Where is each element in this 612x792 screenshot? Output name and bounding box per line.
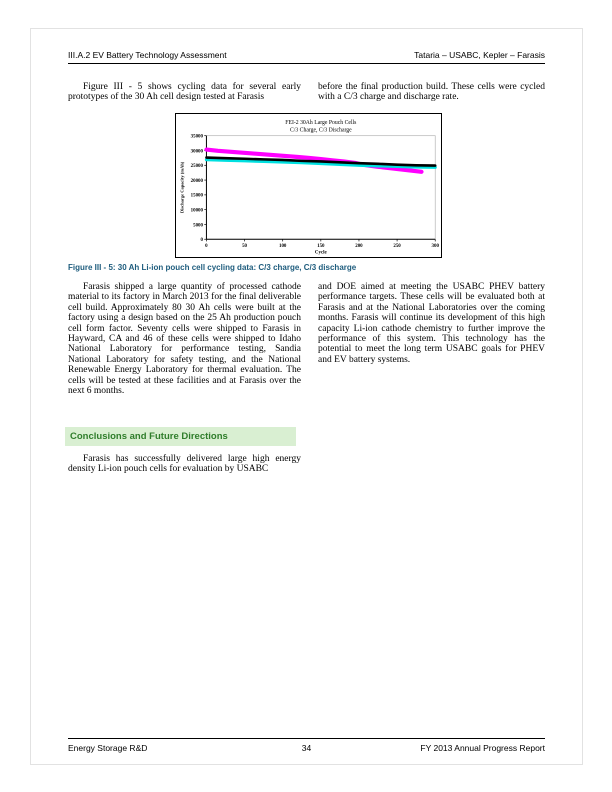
chart-title-line2: C/3 Charge, C/3 Discharge	[289, 127, 352, 134]
y-axis-title: Discharge Capacity (mAh)	[179, 161, 185, 214]
x-tick-label: 300	[431, 244, 439, 250]
x-tick-label: 200	[355, 244, 363, 250]
x-tick-label: 50	[242, 244, 248, 250]
y-tick-label: 25000	[190, 164, 203, 170]
figure-caption: Figure III - 5: 30 Ah Li-ion pouch cell cycling data: C/3 charge, C/3 discharge	[68, 263, 357, 272]
x-tick-label: 100	[278, 244, 287, 250]
conclusions-paragraph	[68, 454, 301, 475]
footer-page-number: 34	[301, 743, 312, 753]
body-paragraph-left-column	[68, 282, 301, 396]
y-tick-label: 15000	[190, 193, 203, 199]
header-section-title: III.A.2 EV Battery Technology Assessment	[68, 50, 227, 60]
running-footer	[68, 738, 545, 753]
conclusions-section-heading: Conclusions and Future Directions	[65, 427, 296, 446]
body-paragraph-right-column	[318, 282, 545, 365]
y-tick-label: 10000	[190, 208, 203, 214]
y-tick-label: 20000	[190, 178, 203, 184]
y-tick-label: 30000	[190, 149, 203, 155]
paragraph-text: before the final production build. These cells were cycled with a C/3 charge and discharge rate.	[318, 82, 545, 103]
intro-paragraph-left-column	[68, 82, 301, 103]
running-header	[68, 50, 545, 64]
y-tick-label: 5000	[193, 223, 203, 229]
paragraph-text: Figure III - 5 shows cycling data for several early prototypes of the 30 Ah cell design tested at Farasis	[68, 82, 301, 103]
figure-III-5-chart-frame	[175, 113, 442, 258]
cycling-data-chart	[176, 114, 441, 257]
x-tick-label: 0	[205, 244, 208, 250]
paragraph-text: Farasis has successfully delivered large high energy density Li-ion pouch cells for evaluation by USABC	[68, 454, 301, 475]
paragraph-text: Farasis shipped a large quantity of processed cathode material to its factory in March 2013 for the final deliverable cell build. Approximately 80 30 Ah cells were built at the factory using a design based on the 25 Ah production pouch cell form factor. Seventy cells were shipped to Farasis in Hayward, CA and 46 of these cells were shipped to Idaho National Laboratory for performance testing, Sandia National Laboratory for safety testing, and the National Renewable Energy Laboratory for thermal evaluation. The cells will be tested at these facilities and at Farasis over the next 6 months.	[68, 282, 301, 397]
header-authors: Tataria – USABC, Kepler – Farasis	[414, 50, 545, 60]
y-tick-label: 35000	[190, 134, 203, 140]
y-tick-label: 0	[200, 238, 203, 244]
paragraph-text: and DOE aimed at meeting the USABC PHEV battery performance targets. These cells will be evaluated both at Farasis and at the National Laboratories over the coming months. Farasis will continue its development of this high capacity Li-ion cathode chemistry to further improve the performance of this system. This technology has the potential to meet the long term USABC goals for PHEV and EV battery systems.	[318, 282, 545, 365]
footer-report-title: FY 2013 Annual Progress Report	[420, 743, 545, 753]
x-tick-label: 150	[317, 244, 325, 250]
intro-paragraph-right-column	[318, 82, 545, 103]
chart-title-line1: FEI-2 30Ah Large Pouch Cells	[285, 119, 357, 126]
footer-program-name: Energy Storage R&D	[68, 743, 148, 753]
x-axis-title: Cycle	[314, 250, 327, 256]
x-tick-label: 250	[393, 244, 401, 250]
